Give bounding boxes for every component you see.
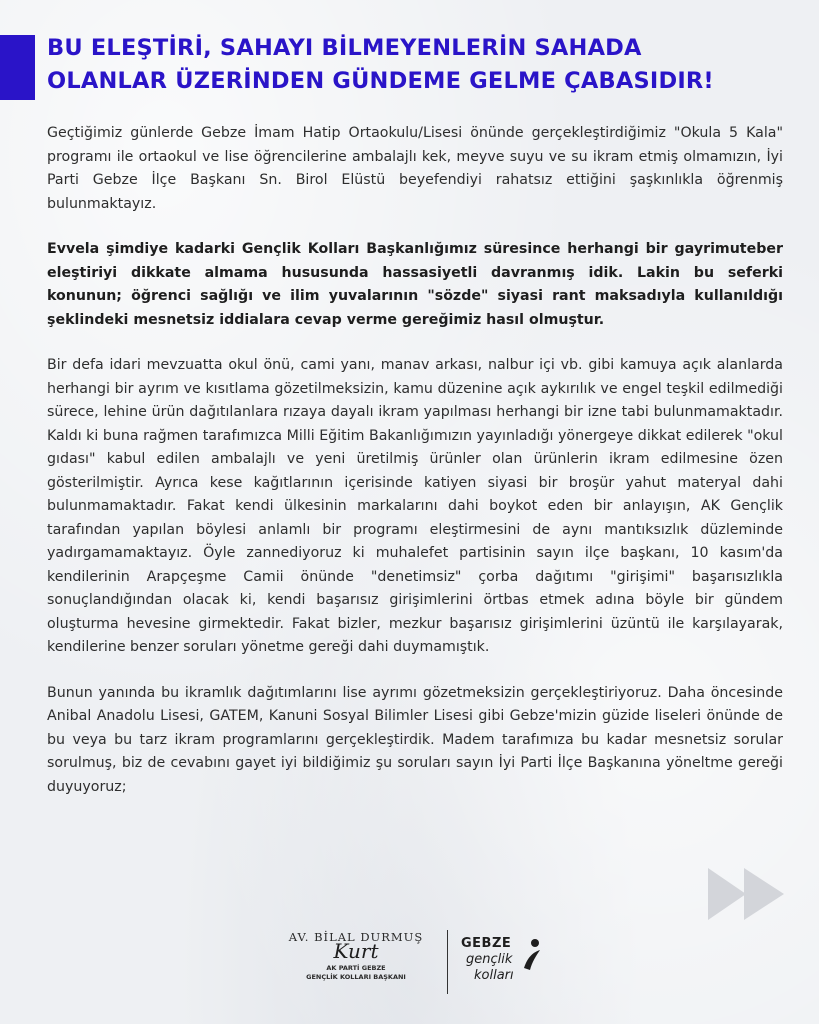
- logo-text-line-3: kolları: [474, 968, 514, 983]
- signer-title-line-2: GENÇLİK KOLLARI BAŞKANI: [306, 973, 406, 981]
- logo-text-line-2: gençlik: [466, 952, 513, 967]
- fast-forward-icon[interactable]: [706, 866, 786, 922]
- arrow-left-triangle: [708, 868, 746, 920]
- arrow-right-triangle: [744, 868, 784, 920]
- article-body: [47, 122, 783, 821]
- accent-bar: [0, 35, 35, 100]
- divider: [447, 930, 448, 994]
- paragraph-argument: Bir defa idari mevzuatta okul önü, cami yanı, manav arkası, nalbur içi vb. gibi kamuya açık alanlarda herhangi bir ayrım ve kısıtlama gözetilmeksizin, kamu düzenine açık aykırılık ve engel teşkil edilmediği sürece, lehine ürün dağıtılanlara rızaya dayalı ikram yapılması herhangi bir izne tabi bulunmamaktadır. Kaldı ki buna rağmen tarafımızca Milli Eğitim Bakanlığımızın yayınladığı yönergeye dikkat edilerek "okul gıdası" kabul edilen ambalajlı ve yeni üretilmiş ürünler olan ürünlerin ikram edilmesine özen gösterilmiştir. Ayrıca kese kağıtlarının içerisinde katiyen siyasi bir broşür yahut materyal dahi bulunmamaktadır. Fakat kendi ülkesinin markalarını dahi boykot eden bir anlayışın, AK Gençlik tarafından yapılan böylesi anlamlı bir programı eleştirmesini de aynı mantıksızlık düzleminde yadırgamamaktayız. Öyle zannediyoruz ki muhalefet partisinin sayın ilçe başkanı, 10 kasım'da kendilerinin Arapçeşme Camii önünde "denetimsiz" çorba dağıtımı "girişimi" başarısızlıkla sonuçlandığından olacak ki, kendi başarısız girişimlerini örtbas etmek adına böyle bir gündem oluşturma hevesine girmektedir. Fakat bizler, mezkur başarısız girişimlerini üzüntü ile karşılayarak, kendilerine benzer soruları yönetme gereği dahi duymamıştık.: [47, 357, 783, 655]
- paragraph-conclusion: Bunun yanında bu ikramlık dağıtımlarını lise ayrımı gözetmeksizin gerçekleştiriyoruz. Daha öncesinde Anibal Anadolu Lisesi, GATEM, Kanuni Sosyal Bilimler Lisesi gibi Gebze'mizin güzide liseleri önünde de bu veya bu tarz ikram programlarını gerçekleştirdik. Madem tarafımıza bu kadar mesnetsiz sorular sorulmuş, biz de cevabını gayet iyi bildiğimiz şu soruları sayın İyi Parti İlçe Başkanına yöneltme gereği duyuyoruz;: [47, 684, 783, 795]
- paragraph-statement: Evvela şimdiye kadarki Gençlik Kolları Başkanlığımız süresince herhangi bir gayrimuteber eleştiriyi dikkate almama hususunda hassasiyetli davranmış idik. Lakin bu seferki konunun; öğrenci sağlığı ve ilim yuvalarının "sözde" siyasi rant maksadıyla kullanıldığı şeklindeki mesnetsiz iddialara cevap verme gereğimiz hasıl olmuştur.: [47, 241, 783, 328]
- signer-name: AV. BİLAL DURMUŞ: [288, 930, 424, 944]
- figure-icon: [520, 938, 544, 972]
- signer-surname-script: Kurt: [333, 939, 379, 963]
- title-line-1: BU ELEŞTİRİ, SAHAYI BİLMEYENLERİN SAHADA: [47, 35, 642, 61]
- logo-text-line-1: GEBZE: [461, 936, 512, 951]
- signature-block: [282, 930, 430, 982]
- page-title: [47, 32, 787, 98]
- paragraph-intro: Geçtiğimiz günlerde Gebze İmam Hatip Ortaokulu/Lisesi önünde gerçekleştirdiğimiz "Okula 5 Kala" programı ile ortaokul ve lise öğrencilerine ambalajlı kek, meyve suyu ve su ikram etmiş olmamızın, İyi Parti Gebze İlçe Başkanı Sn. Birol Elüstü beyefendiyi rahatsız ettiğini şaşkınlıkla öğrenmiş bulunmaktayız.: [47, 125, 783, 212]
- signer-title: [282, 964, 430, 982]
- gebze-genclik-kollari-logo: [458, 932, 548, 994]
- title-line-2: OLANLAR ÜZERİNDEN GÜNDEME GELME ÇABASIDIR!: [47, 68, 714, 94]
- signer-title-line-1: AK PARTİ GEBZE: [326, 964, 386, 972]
